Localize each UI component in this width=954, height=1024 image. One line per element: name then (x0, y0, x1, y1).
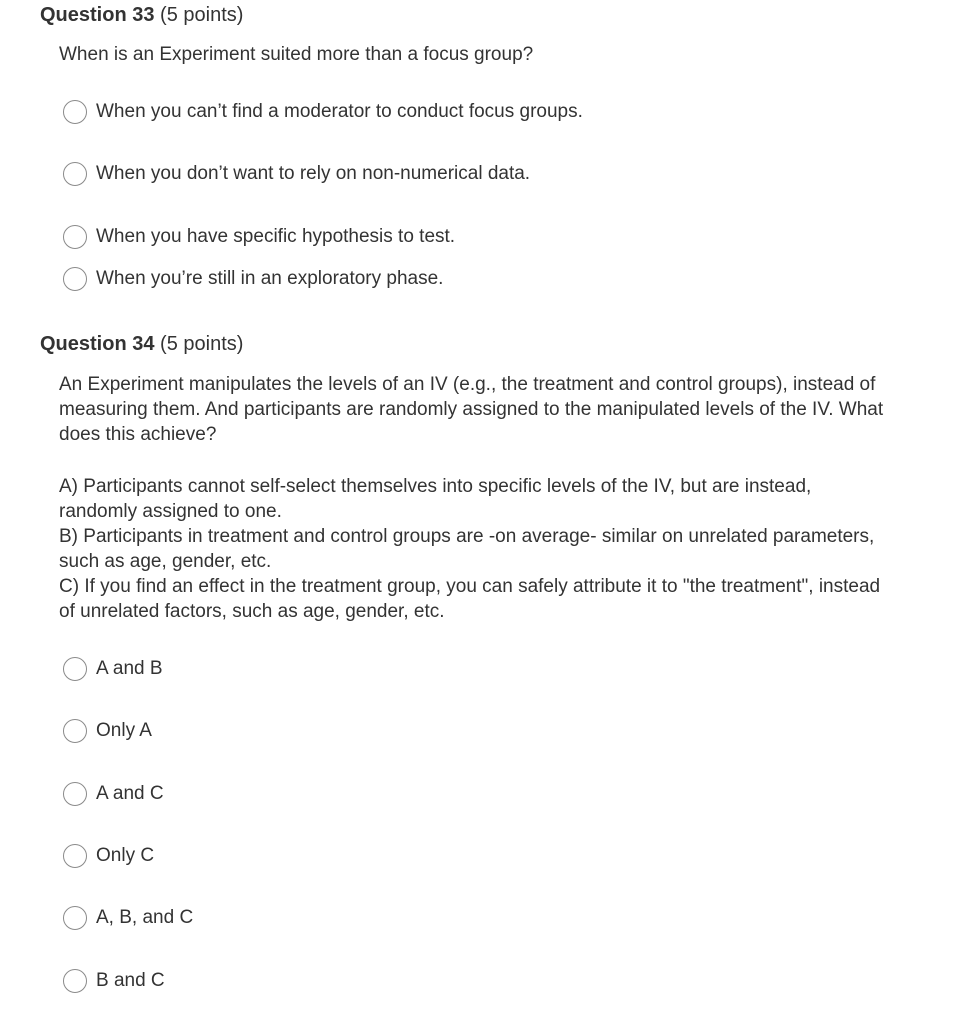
question-33-prompt (59, 42, 889, 67)
radio-button[interactable] (63, 969, 87, 993)
q34-option-1[interactable] (63, 656, 163, 682)
question-prompt-text: When is an Experiment suited more than a focus group? (59, 44, 534, 65)
question-title: Question 34 (40, 333, 155, 355)
q33-option-3[interactable] (63, 224, 455, 250)
option-label: When you’re still in an exploratory phase. (96, 268, 444, 289)
statement-a: A) Participants cannot self-select themselves into specific levels of the IV, but are instead, randomly assigned to one. (59, 476, 812, 522)
question-points: (5 points) (160, 333, 244, 355)
question-title: Question 33 (40, 4, 155, 26)
question-34-header (40, 332, 243, 356)
option-label: When you don’t want to rely on non-numerical data. (96, 163, 531, 184)
q33-option-1[interactable] (63, 99, 583, 125)
q34-option-6[interactable] (63, 968, 165, 994)
radio-button[interactable] (63, 844, 87, 868)
radio-button[interactable] (63, 225, 87, 249)
q34-option-5[interactable] (63, 905, 193, 931)
question-points: (5 points) (160, 4, 244, 26)
statement-c: C) If you find an effect in the treatment group, you can safely attribute it to "the treatment", instead of unrelated factors, such as age, gender, etc. (59, 576, 881, 622)
option-label: B and C (96, 970, 165, 991)
option-label: Only C (96, 845, 155, 866)
question-33-header (40, 3, 243, 27)
radio-button[interactable] (63, 162, 87, 186)
radio-button[interactable] (63, 657, 87, 681)
question-prompt-text: An Experiment manipulates the levels of an IV (e.g., the treatment and control groups), instead of measuring them. And participants are randomly assigned to the manipulated levels of the IV. What does this achieve? (59, 374, 884, 445)
q34-option-4[interactable] (63, 843, 154, 869)
option-label: When you have specific hypothesis to test. (96, 226, 456, 247)
radio-button[interactable] (63, 267, 87, 291)
radio-button[interactable] (63, 782, 87, 806)
radio-button[interactable] (63, 100, 87, 124)
q34-option-3[interactable] (63, 781, 164, 807)
statement-b: B) Participants in treatment and control groups are -on average- similar on unrelated parameters, such as age, gender, etc. (59, 526, 875, 572)
question-34-prompt (59, 372, 889, 447)
option-label: Only A (96, 720, 152, 741)
radio-button[interactable] (63, 906, 87, 930)
option-label: A and C (96, 783, 164, 804)
option-label: A and B (96, 658, 163, 679)
radio-button[interactable] (63, 719, 87, 743)
q33-option-2[interactable] (63, 161, 530, 187)
option-label: When you can’t find a moderator to conduct focus groups. (96, 101, 583, 122)
q34-option-2[interactable] (63, 718, 152, 744)
question-34-statements (59, 474, 889, 624)
q33-option-4[interactable] (63, 266, 443, 292)
option-label: A, B, and C (96, 907, 194, 928)
